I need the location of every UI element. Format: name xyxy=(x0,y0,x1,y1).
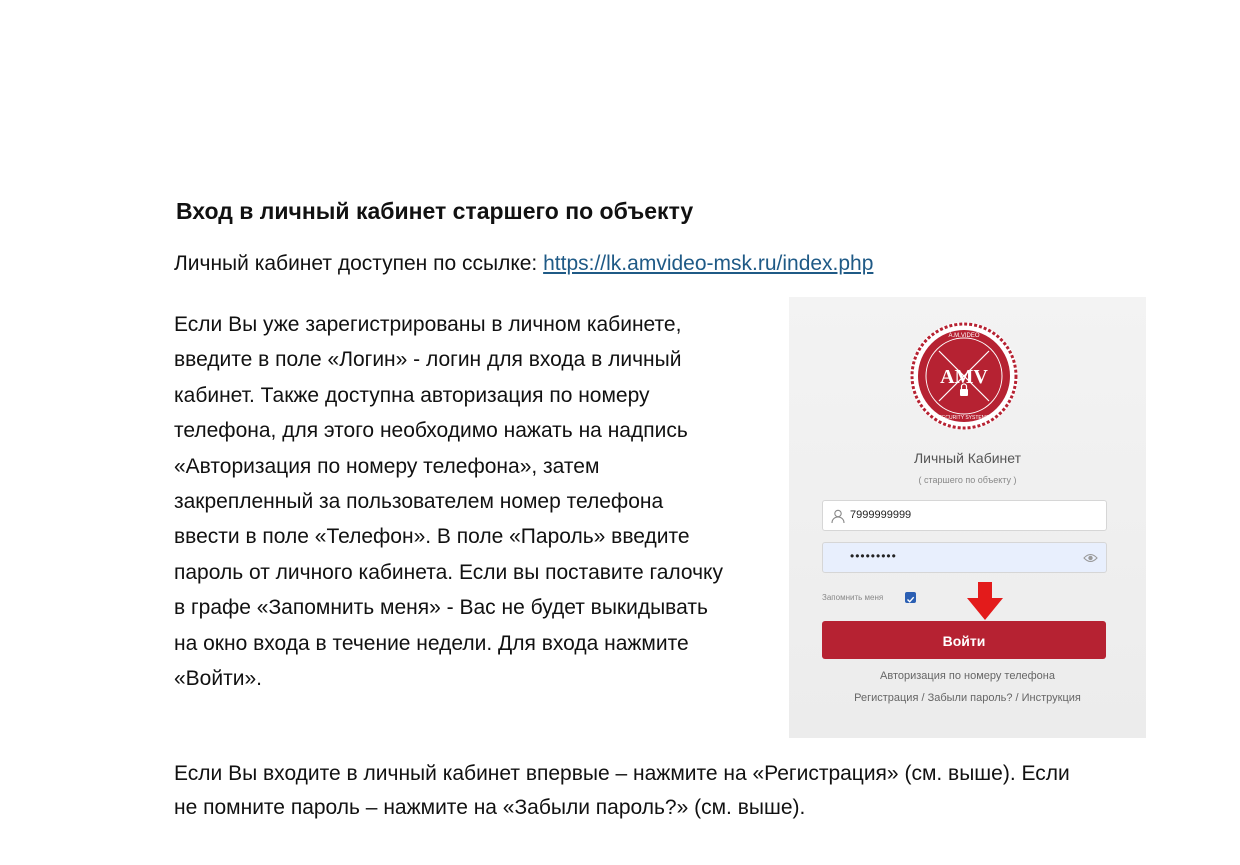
password-value: ••••••••• xyxy=(850,549,897,563)
paragraph-line: «Войти». xyxy=(174,667,262,691)
logo-text: AMV xyxy=(940,366,988,388)
paragraph-line: введите в поле «Логин» - логин для входа в личный xyxy=(174,348,682,372)
paragraph-line: в графе «Запомнить меня» - Вас не будет выкидывать xyxy=(174,596,708,620)
login-value: 7999999999 xyxy=(850,509,912,521)
logo-bottom-text: SECURITY SYSTEMS xyxy=(938,415,990,421)
paragraph-line: кабинет. Также доступна авторизация по номеру xyxy=(174,383,650,407)
paragraph-line: не помните пароль – нажмите на «Забыли пароль?» (см. выше). xyxy=(174,796,806,819)
arrow-down-icon xyxy=(964,580,1006,622)
paragraph-line: ввести в поле «Телефон». В поле «Пароль» введите xyxy=(174,525,690,549)
link-intro-text: Личный кабинет доступен по ссылке: xyxy=(174,252,544,275)
check-icon xyxy=(905,594,916,605)
paragraph-line: на окно входа в течение недели. Для входа нажмите xyxy=(174,631,689,655)
remember-checkbox[interactable] xyxy=(905,592,916,603)
register-forgot-instruction-links[interactable]: Регистрация / Забыли пароль? / Инструкция xyxy=(854,692,1081,704)
paragraph-line: «Авторизация по номеру телефона», затем xyxy=(174,454,600,478)
paragraph-line: закрепленный за пользователем номер телефона xyxy=(174,490,664,514)
paragraph-line: пароль от личного кабинета. Если вы поставите галочку xyxy=(174,560,723,584)
paragraph-line: Если Вы входите в личный кабинет впервые – нажмите на «Регистрация» (см. выше). Если xyxy=(174,762,1070,785)
paragraph-line: телефона, для этого необходимо нажать на надпись xyxy=(174,419,688,443)
user-icon xyxy=(830,508,846,524)
cabinet-subtitle: ( старшего по объекту ) xyxy=(918,475,1017,485)
amv-logo xyxy=(909,321,1019,431)
login-field[interactable] xyxy=(822,500,1107,531)
first-login-paragraph xyxy=(174,757,1154,825)
instructions-paragraph xyxy=(174,307,774,696)
paragraph-line: Если Вы уже зарегистрированы в личном кабинете, xyxy=(174,313,682,336)
cabinet-title: Личный Кабинет xyxy=(913,450,1022,466)
eye-icon[interactable] xyxy=(1083,552,1098,564)
link-paragraph xyxy=(174,252,873,276)
page-title: Вход в личный кабинет старшего по объекту xyxy=(176,198,694,224)
remember-label: Запомнить меня xyxy=(822,593,884,602)
logo-top-text: A.M.VIDEO xyxy=(948,333,980,339)
lk-url-link[interactable]: https://lk.amvideo-msk.ru/index.php xyxy=(543,252,874,275)
login-button[interactable]: Войти xyxy=(822,621,1106,659)
phone-auth-link[interactable]: Авторизация по номеру телефона xyxy=(880,670,1055,682)
password-field[interactable] xyxy=(822,542,1107,573)
login-screenshot xyxy=(789,297,1146,738)
